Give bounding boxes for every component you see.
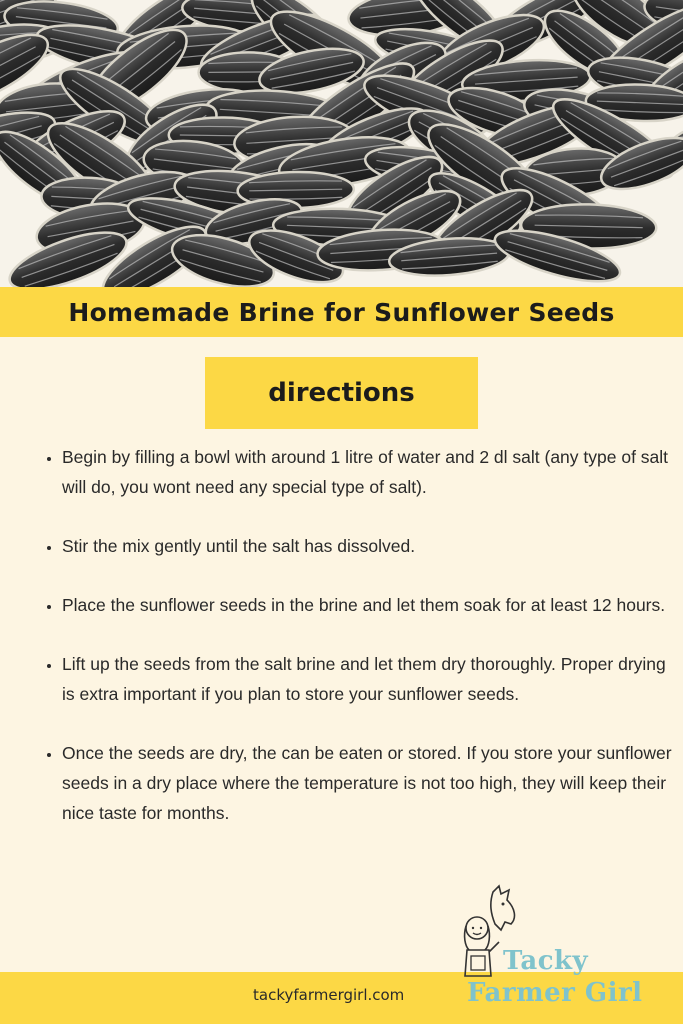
website-link[interactable]: tackyfarmergirl.com: [253, 986, 405, 1004]
title-banner: [0, 287, 683, 337]
list-item: • Once the seeds are dry, the can be eaten or stored. If you store your sunflower seeds in a dry place where the temperature is not too high, they will keep their nice taste for months.: [62, 738, 682, 828]
page-title: Homemade Brine for Sunflower Seeds: [68, 297, 615, 327]
logo-text-line1: Tacky: [503, 946, 589, 976]
directions-list: [35, 442, 682, 857]
list-item: • Lift up the seeds from the salt brine and let them dry thoroughly. Proper drying is extra important if you plan to store your sunflower seeds.: [62, 649, 682, 709]
brand-logo: [455, 884, 645, 1014]
sunflower-seeds-photo: [0, 0, 683, 287]
list-item: • Stir the mix gently until the salt has dissolved.: [62, 531, 682, 561]
logo-text-line2: Farmer Girl: [467, 978, 643, 1008]
list-item: • Place the sunflower seeds in the brine and let them soak for at least 12 hours.: [62, 590, 682, 620]
list-item: • Begin by filling a bowl with around 1 litre of water and 2 dl salt (any type of salt will do, you wont need any special type of salt).: [62, 442, 682, 502]
section-heading: directions: [268, 378, 415, 408]
directions-heading-box: [205, 357, 478, 429]
